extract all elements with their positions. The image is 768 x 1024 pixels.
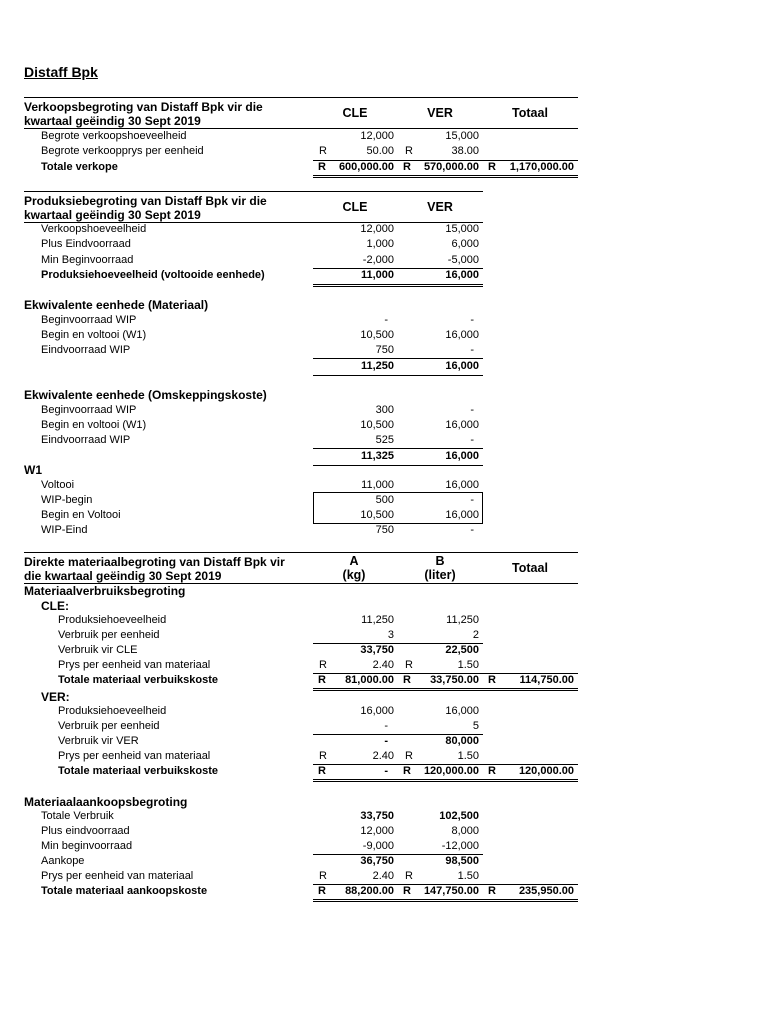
cell-b: 102,500	[439, 810, 479, 822]
cell-a: 2.40	[372, 750, 394, 762]
cell-cle: 12,000	[360, 130, 394, 142]
cell-b: 33,750.00	[430, 674, 479, 686]
cell-cle: 600,000.00	[338, 161, 394, 173]
cell-cle: 50.00	[366, 145, 394, 157]
currency-a: R	[318, 765, 326, 777]
cell-ver: 38.00	[451, 145, 479, 157]
cell-b: 11,250	[446, 614, 479, 626]
cell-cle: 10,500	[360, 509, 394, 521]
cell-total: 114,750.00	[519, 674, 574, 686]
cell-total: 1,170,000.00	[509, 161, 574, 173]
table-row	[0, 719, 768, 734]
table-row	[0, 237, 768, 252]
table-row	[0, 854, 768, 869]
direct-material-title: Direkte materiaalbegroting van Distaff Bpk vir die kwartaal geëindig 30 Sept 2019	[24, 555, 285, 583]
col-header-ver: VER	[427, 106, 453, 120]
table-row	[0, 493, 768, 508]
row-label: Produksiehoeveelheid	[58, 705, 167, 717]
col-header-a: A (kg)	[342, 554, 366, 582]
row-label: Begrote verkoopshoeveelheid	[41, 130, 187, 142]
currency-a: R	[319, 659, 327, 671]
cell-a: 2.40	[372, 870, 394, 882]
cell-a: 3	[387, 629, 394, 641]
currency-total: R	[488, 161, 496, 173]
row-label: Totale Verbruik	[41, 810, 114, 822]
table-row-total	[0, 359, 768, 374]
subsection-title: CLE:	[41, 599, 69, 613]
row-label: Totale materiaal verbuikskoste	[58, 765, 218, 777]
currency-b: R	[405, 870, 413, 882]
table-row	[0, 749, 768, 764]
row-label: Produksiehoeveelheid	[58, 614, 167, 626]
cell-a: -	[384, 720, 388, 732]
cell-cle: 11,000	[360, 269, 394, 281]
cell-ver: 15,000	[445, 130, 479, 142]
row-label: Verbruik vir CLE	[58, 644, 138, 656]
cell-a: 81,000.00	[345, 674, 394, 686]
table-row	[0, 253, 768, 268]
divider	[24, 552, 578, 553]
col-header-cle: CLE	[342, 106, 368, 120]
cell-cle: 750	[375, 524, 394, 536]
cell-b: 16,000	[445, 705, 479, 717]
cell-b: 8,000	[451, 825, 479, 837]
table-row	[0, 643, 768, 658]
table-row	[0, 824, 768, 839]
cell-b: 80,000	[445, 735, 479, 747]
cell-a: 33,750	[360, 644, 394, 656]
divider	[24, 191, 483, 192]
currency-cle: R	[319, 145, 327, 157]
table-row	[0, 809, 768, 824]
currency-b: R	[405, 750, 413, 762]
currency-cle: R	[318, 161, 326, 173]
cell-total: 120,000.00	[518, 765, 574, 777]
row-label: Plus eindvoorraad	[41, 825, 130, 837]
cell-cle: -	[384, 314, 388, 326]
table-row	[0, 328, 768, 343]
cell-a: 11,250	[361, 614, 394, 626]
row-label: Prys per eenheid van materiaal	[41, 870, 194, 882]
table-row	[0, 704, 768, 719]
cell-ver: 16,000	[445, 419, 479, 431]
cell-ver: 16,000	[445, 450, 479, 462]
cell-cle: 10,500	[360, 419, 394, 431]
cell-cle: 300	[375, 404, 394, 416]
row-label: Prys per eenheid van materiaal	[58, 750, 211, 762]
table-row	[0, 418, 768, 433]
cell-cle: 500	[375, 494, 394, 506]
divider	[313, 899, 578, 900]
table-row	[0, 673, 768, 688]
cell-ver: -5,000	[447, 254, 479, 266]
subsection-title: VER:	[41, 690, 70, 704]
row-label: Min beginvoorraad	[41, 840, 133, 852]
divider	[313, 375, 483, 376]
table-row	[0, 523, 768, 538]
sales-title: Verkoopsbegroting van Distaff Bpk vir die kwartaal geëindig 30 Sept 2019	[24, 100, 263, 128]
table-row	[0, 869, 768, 884]
cell-ver: 16,000	[445, 329, 479, 341]
cell-b: 5	[472, 720, 479, 732]
row-label: Beginvoorraad WIP	[41, 404, 137, 416]
cell-ver: -	[470, 314, 474, 326]
currency-ver: R	[403, 161, 411, 173]
currency-b: R	[403, 765, 411, 777]
section-title: Ekwivalente eenhede (Omskeppingskoste)	[24, 388, 267, 402]
row-label: Aankope	[41, 855, 85, 867]
cell-b: 2	[472, 629, 479, 641]
cell-ver: -	[470, 524, 474, 536]
cell-ver: 6,000	[451, 238, 479, 250]
row-label: WIP-Eind	[41, 524, 88, 536]
row-label: Eindvoorraad WIP	[41, 344, 131, 356]
col-header-ver: VER	[427, 200, 453, 214]
cell-a: 36,750	[360, 855, 394, 867]
table-row	[0, 144, 768, 159]
divider	[24, 97, 578, 98]
row-label: Verbruik vir VER	[58, 735, 139, 747]
divider	[313, 781, 578, 782]
table-row	[0, 343, 768, 358]
currency-b: R	[403, 674, 411, 686]
col-header-b: B (liter)	[424, 554, 456, 582]
cell-cle: 11,250	[360, 360, 394, 372]
cell-ver: -	[470, 434, 474, 446]
table-row	[0, 839, 768, 854]
row-label: Totale verkope	[41, 161, 118, 173]
currency-total: R	[488, 885, 496, 897]
cell-ver: -	[470, 494, 474, 506]
col-header-total: Totaal	[512, 561, 548, 575]
currency-a: R	[318, 885, 326, 897]
row-label: Begrote verkoopprys per eenheid	[41, 145, 204, 157]
cell-ver: 570,000.00	[423, 161, 479, 173]
cell-ver: 16,000	[445, 509, 479, 521]
cell-a: 33,750	[360, 810, 394, 822]
production-title: Produksiebegroting van Distaff Bpk vir die kwartaal geëindig 30 Sept 2019	[24, 194, 267, 222]
cell-a: 16,000	[360, 705, 394, 717]
cell-cle: 750	[375, 344, 394, 356]
section-title: W1	[24, 463, 42, 477]
cell-a: 88,200.00	[345, 885, 394, 897]
cell-ver: 15,000	[445, 223, 479, 235]
row-label: Beginvoorraad WIP	[41, 314, 137, 326]
row-label: Eindvoorraad WIP	[41, 434, 131, 446]
divider	[313, 175, 578, 176]
table-row	[0, 433, 768, 448]
cell-ver: 16,000	[445, 360, 479, 372]
page-title: Distaff Bpk	[24, 64, 98, 80]
cell-b: 1.50	[457, 870, 479, 882]
table-row	[0, 613, 768, 628]
divider	[313, 284, 483, 285]
row-label: Min Beginvoorraad	[41, 254, 134, 266]
divider	[313, 688, 578, 689]
cell-ver: 16,000	[445, 269, 479, 281]
divider	[313, 465, 483, 466]
cell-b: 1.50	[457, 750, 479, 762]
currency-ver: R	[405, 145, 413, 157]
cell-cle: -2,000	[362, 254, 394, 266]
row-label: Totale materiaal verbuikskoste	[58, 674, 218, 686]
currency-a: R	[319, 750, 327, 762]
cell-a: 12,000	[360, 825, 394, 837]
cell-a: 2.40	[372, 659, 394, 671]
row-label: Begin en voltooi (W1)	[41, 419, 147, 431]
table-row	[0, 658, 768, 673]
table-row-total	[0, 449, 768, 464]
section-title: Materiaalaankoopsbegroting	[24, 795, 188, 809]
cell-cle: 11,000	[361, 479, 394, 491]
row-label: Begin en voltooi (W1)	[41, 329, 147, 341]
col-header-cle: CLE	[342, 200, 368, 214]
row-label: Verbruik per eenheid	[58, 629, 160, 641]
row-label: Produksiehoeveelheid (voltooide eenhede)	[41, 269, 265, 281]
currency-total: R	[488, 765, 496, 777]
currency-a: R	[318, 674, 326, 686]
cell-ver: -	[470, 404, 474, 416]
cell-b: 1.50	[457, 659, 479, 671]
currency-a: R	[319, 870, 327, 882]
cell-b: 120,000.00	[423, 765, 479, 777]
cell-b: -12,000	[441, 840, 479, 852]
cell-a: -	[384, 765, 388, 777]
cell-b: 22,500	[445, 644, 479, 656]
row-label: Voltooi	[41, 479, 75, 491]
cell-cle: 10,500	[360, 329, 394, 341]
table-row	[0, 313, 768, 328]
cell-cle: 11,325	[360, 450, 394, 462]
currency-b: R	[405, 659, 413, 671]
currency-total: R	[488, 674, 496, 686]
row-label: Totale materiaal aankoopskoste	[41, 885, 208, 897]
cell-cle: 12,000	[360, 223, 394, 235]
cell-a: -9,000	[362, 840, 394, 852]
row-label: Plus Eindvoorraad	[41, 238, 131, 250]
divider	[313, 286, 483, 287]
row-label: Prys per eenheid van materiaal	[58, 659, 211, 671]
table-row	[0, 734, 768, 749]
table-row	[0, 129, 768, 144]
row-label: Verkoopshoeveelheid	[41, 223, 147, 235]
divider	[313, 177, 578, 178]
table-row	[0, 884, 768, 899]
row-label: Begin en Voltooi	[41, 509, 121, 521]
cell-b: 147,750.00	[423, 885, 479, 897]
cell-a: -	[384, 735, 388, 747]
cell-ver: -	[470, 344, 474, 356]
table-row	[0, 764, 768, 779]
cell-cle: 525	[375, 434, 394, 446]
cell-b: 98,500	[445, 855, 479, 867]
cell-cle: 1,000	[366, 238, 394, 250]
cell-total: 235,950.00	[518, 885, 574, 897]
currency-b: R	[403, 885, 411, 897]
table-row	[0, 508, 768, 523]
divider	[313, 779, 578, 780]
col-header-total: Totaal	[512, 106, 548, 120]
section-title: Materiaalverbruiksbegroting	[24, 584, 186, 598]
row-label: Verbruik per eenheid	[58, 720, 160, 732]
section-title: Ekwivalente eenhede (Materiaal)	[24, 298, 209, 312]
divider	[313, 901, 578, 902]
table-row	[0, 268, 768, 283]
row-label: WIP-begin	[41, 494, 93, 506]
table-row	[0, 160, 768, 175]
divider	[313, 690, 578, 691]
table-row	[0, 478, 768, 493]
table-row	[0, 628, 768, 643]
table-row	[0, 403, 768, 418]
cell-ver: 16,000	[445, 479, 479, 491]
table-row	[0, 222, 768, 237]
